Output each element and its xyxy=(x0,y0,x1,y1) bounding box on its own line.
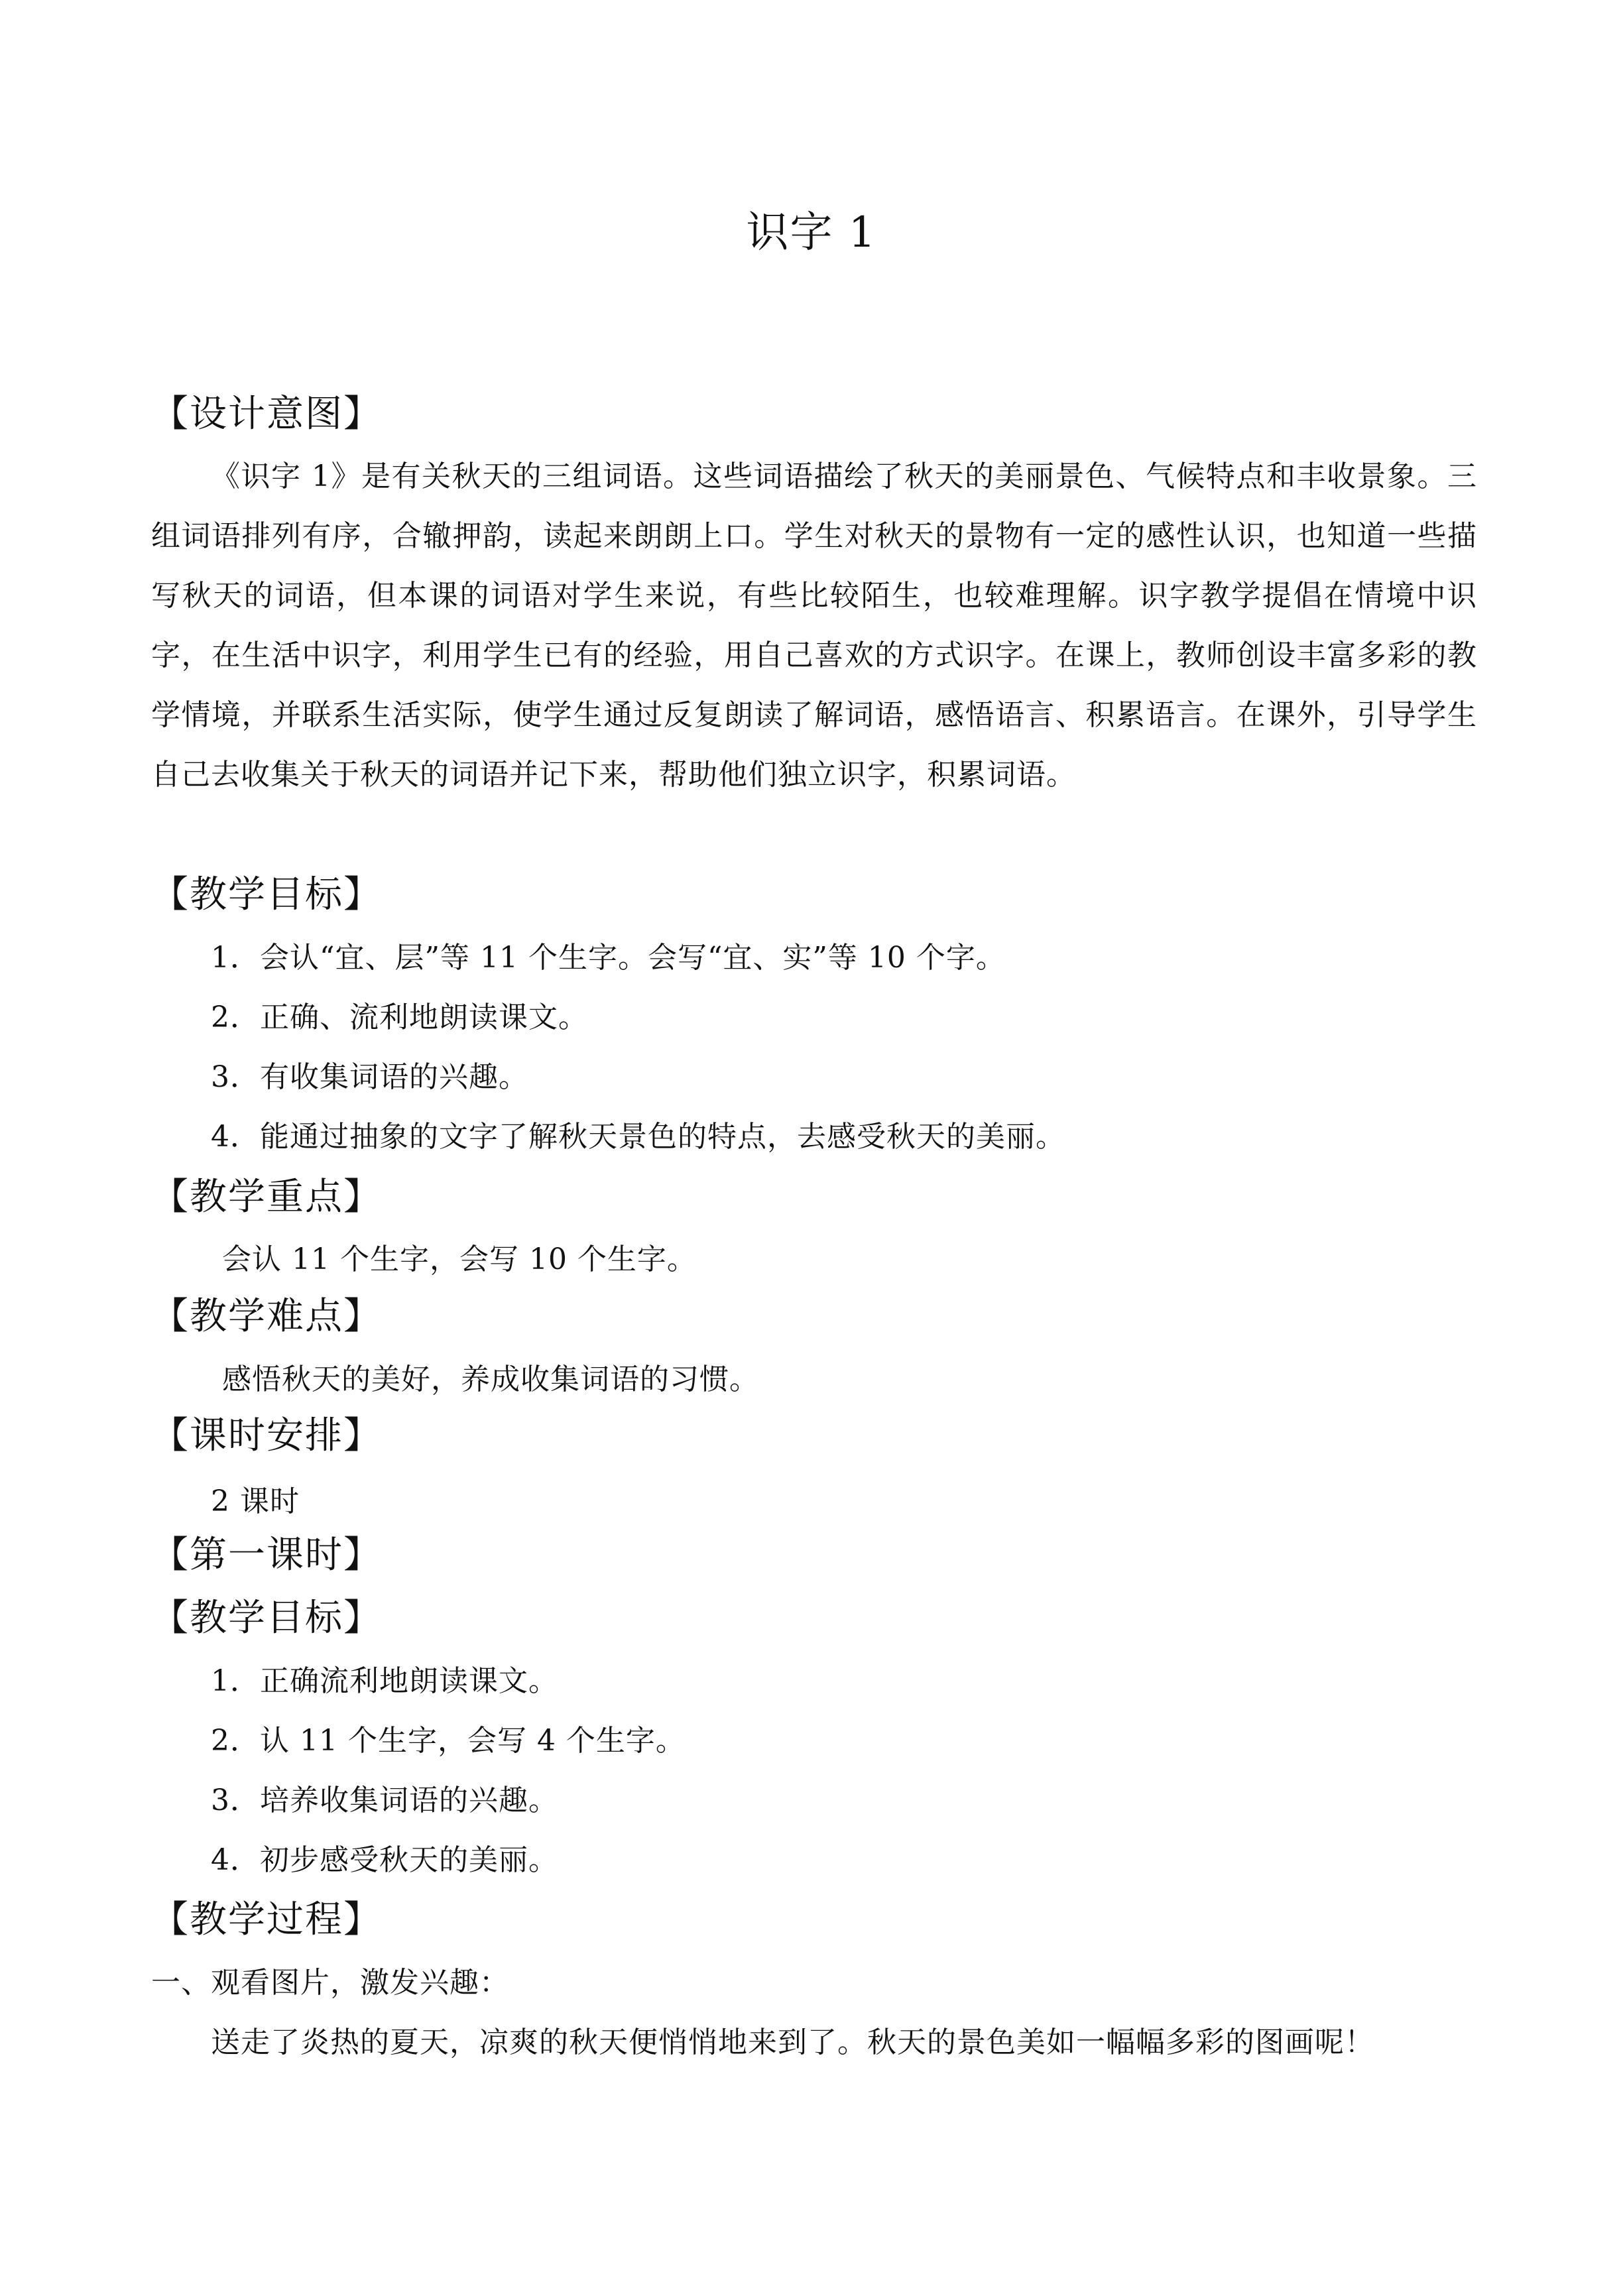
goal-item: 4．能通过抽象的文字了解秋天景色的特点，去感受秋天的美丽。 xyxy=(211,1120,1065,1154)
heading-lesson-goals: 【教学目标】 xyxy=(151,1597,382,1640)
process-step: 一、观看图片，激发兴趣： xyxy=(151,1966,509,2000)
heading-process: 【教学过程】 xyxy=(151,1898,382,1941)
key-points-text: 会认 11 个生字，会写 10 个生字。 xyxy=(222,1242,697,1276)
heading-schedule: 【课时安排】 xyxy=(151,1414,382,1457)
schedule-text: 2 课时 xyxy=(211,1484,300,1518)
goal-item: 2．正确、流利地朗读课文。 xyxy=(211,1000,588,1034)
lesson-goal-item: 4．初步感受秋天的美丽。 xyxy=(211,1843,558,1877)
heading-first-lesson: 【第一课时】 xyxy=(151,1534,382,1577)
heading-difficulties: 【教学难点】 xyxy=(151,1295,382,1338)
difficulties-text: 感悟秋天的美好，养成收集词语的习惯。 xyxy=(222,1362,759,1396)
lesson-goal-item: 2．认 11 个生字，会写 4 个生字。 xyxy=(211,1724,686,1758)
heading-design-intent: 【设计意图】 xyxy=(151,393,382,436)
lesson-goal-item: 3．培养收集词语的兴趣。 xyxy=(211,1783,558,1817)
paragraph-design-intent: 《识字 1》是有关秋天的三组词语。这些词语描绘了秋天的美丽景色、气候特点和丰收景象。三组词语排列有序，合辙押韵，读起来朗朗上口。学生对秋天的景物有一定的感性认识，也知道一些描写秋天的词语，但本课的词语对学生来说，有些比较陌生，也较难理解。识字教学提倡在情境中识字，在生活中识字，利用学生已有的经验，用自己喜欢的方式识字。在课上，教师创设丰富多彩的教学情境，并联系生活实际，使学生通过反复朗读了解词语，感悟语言、积累语言。在课外，引导学生自己去收集关于秋天的词语并记下来，帮助他们独立识字，积累词语。 xyxy=(151,459,1477,792)
heading-key-points: 【教学重点】 xyxy=(151,1176,382,1219)
goal-item: 1．会认“宜、层”等 11 个生字。会写“宜、实”等 10 个字。 xyxy=(211,941,1006,975)
goal-item: 3．有收集词语的兴趣。 xyxy=(211,1060,528,1094)
process-step-text: 送走了炎热的夏天，凉爽的秋天便悄悄地来到了。秋天的景色美如一幅幅多彩的图画呢！ xyxy=(211,2025,1374,2059)
document-title: 识字 1 xyxy=(746,208,877,257)
lesson-goal-item: 1．正确流利地朗读课文。 xyxy=(211,1664,558,1698)
heading-teaching-goals: 【教学目标】 xyxy=(151,873,382,916)
